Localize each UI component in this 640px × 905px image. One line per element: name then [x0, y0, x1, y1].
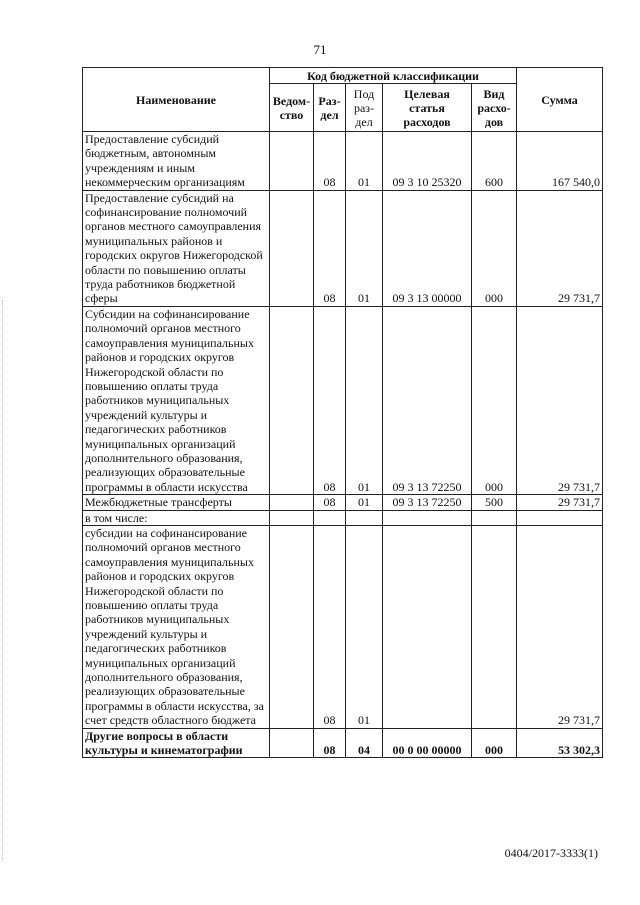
header-section: Раз-дел — [314, 84, 346, 132]
row-department — [270, 190, 314, 306]
row-amount: 29 731,7 — [517, 190, 603, 306]
row-expense-type: 000 — [472, 306, 517, 494]
table-row — [83, 728, 603, 758]
row-expense-type: 000 — [472, 190, 517, 306]
row-section: 08 — [314, 525, 346, 728]
table-row — [83, 495, 603, 510]
header-target-article: Целевая статья расходов — [383, 84, 472, 132]
row-expense-type: 000 — [472, 728, 517, 758]
row-department — [270, 525, 314, 728]
table-row — [83, 510, 603, 525]
row-section: 08 — [314, 190, 346, 306]
row-department — [270, 510, 314, 525]
row-amount — [517, 510, 603, 525]
row-expense-type: 600 — [472, 132, 517, 191]
budget-table — [82, 67, 603, 758]
header-subsection: Под раз-дел — [346, 84, 383, 132]
row-name: субсидии на софинансирование полномочий органов местного самоуправления муниципальных районов и городских округов Нижегородской области по повышению оплаты труда работников муниципальных учреждений культуры и педагогических работников муниципальных организаций дополнительного образования, реализующих образовательные программы в области искусства, за счет средств областного бюджета — [83, 525, 270, 728]
row-name: Предоставление субсидий на софинансирование полномочий органов местного самоуправления муниципальных районов и городских округов Нижегородской области по повышению оплаты труда работников бюджетной сферы — [83, 190, 270, 306]
row-target-article: 09 3 13 72250 — [383, 306, 472, 494]
row-department — [270, 728, 314, 758]
row-department — [270, 132, 314, 191]
header-classification-code: Код бюджетной классификации — [270, 68, 517, 84]
row-amount: 53 302,3 — [517, 728, 603, 758]
row-expense-type: 500 — [472, 495, 517, 510]
table-row — [83, 525, 603, 728]
row-expense-type — [472, 510, 517, 525]
row-amount: 29 731,7 — [517, 306, 603, 494]
row-subsection — [346, 510, 383, 525]
header-department: Ведом-ство — [270, 84, 314, 132]
row-target-article: 00 0 00 00000 — [383, 728, 472, 758]
row-amount: 29 731,7 — [517, 495, 603, 510]
row-name: Субсидии на софинансирование полномочий органов местного самоуправления муниципальных районов и городских округов Нижегородской области по повышению оплаты труда работников муниципальных учреждений культуры и педагогических работников муниципальных организаций дополнительного образования, реализующих образовательные программы в области искусства — [83, 306, 270, 494]
row-amount: 29 731,7 — [517, 525, 603, 728]
row-subsection: 04 — [346, 728, 383, 758]
row-section: 08 — [314, 132, 346, 191]
row-expense-type — [472, 525, 517, 728]
row-target-article: 09 3 13 72250 — [383, 495, 472, 510]
row-section: 08 — [314, 728, 346, 758]
scan-margin-line — [2, 300, 4, 860]
row-section: 08 — [314, 306, 346, 494]
row-name: в том числе: — [83, 510, 270, 525]
document-code: 0404/2017-3333(1) — [504, 846, 598, 860]
row-name: Предоставление субсидий бюджетным, автономным учреждениям и иным некоммерческим организациям — [83, 132, 270, 191]
row-target-article — [383, 510, 472, 525]
row-subsection: 01 — [346, 306, 383, 494]
row-subsection: 01 — [346, 190, 383, 306]
row-amount: 167 540,0 — [517, 132, 603, 191]
table-row — [83, 132, 603, 191]
row-target-article: 09 3 13 00000 — [383, 190, 472, 306]
table-row — [83, 190, 603, 306]
header-amount: Сумма — [517, 68, 603, 132]
page-number: 71 — [313, 42, 327, 57]
row-subsection: 01 — [346, 132, 383, 191]
table-row — [83, 306, 603, 494]
row-department — [270, 495, 314, 510]
row-target-article: 09 3 10 25320 — [383, 132, 472, 191]
row-section: 08 — [314, 495, 346, 510]
row-section — [314, 510, 346, 525]
header-expense-type: Вид расхо-дов — [472, 84, 517, 132]
row-subsection: 01 — [346, 525, 383, 728]
row-name: Межбюджетные трансферты — [83, 495, 270, 510]
row-department — [270, 306, 314, 494]
row-name: Другие вопросы в области культуры и кинематографии — [83, 728, 270, 758]
header-name: Наименование — [83, 68, 270, 132]
row-subsection: 01 — [346, 495, 383, 510]
row-target-article — [383, 525, 472, 728]
